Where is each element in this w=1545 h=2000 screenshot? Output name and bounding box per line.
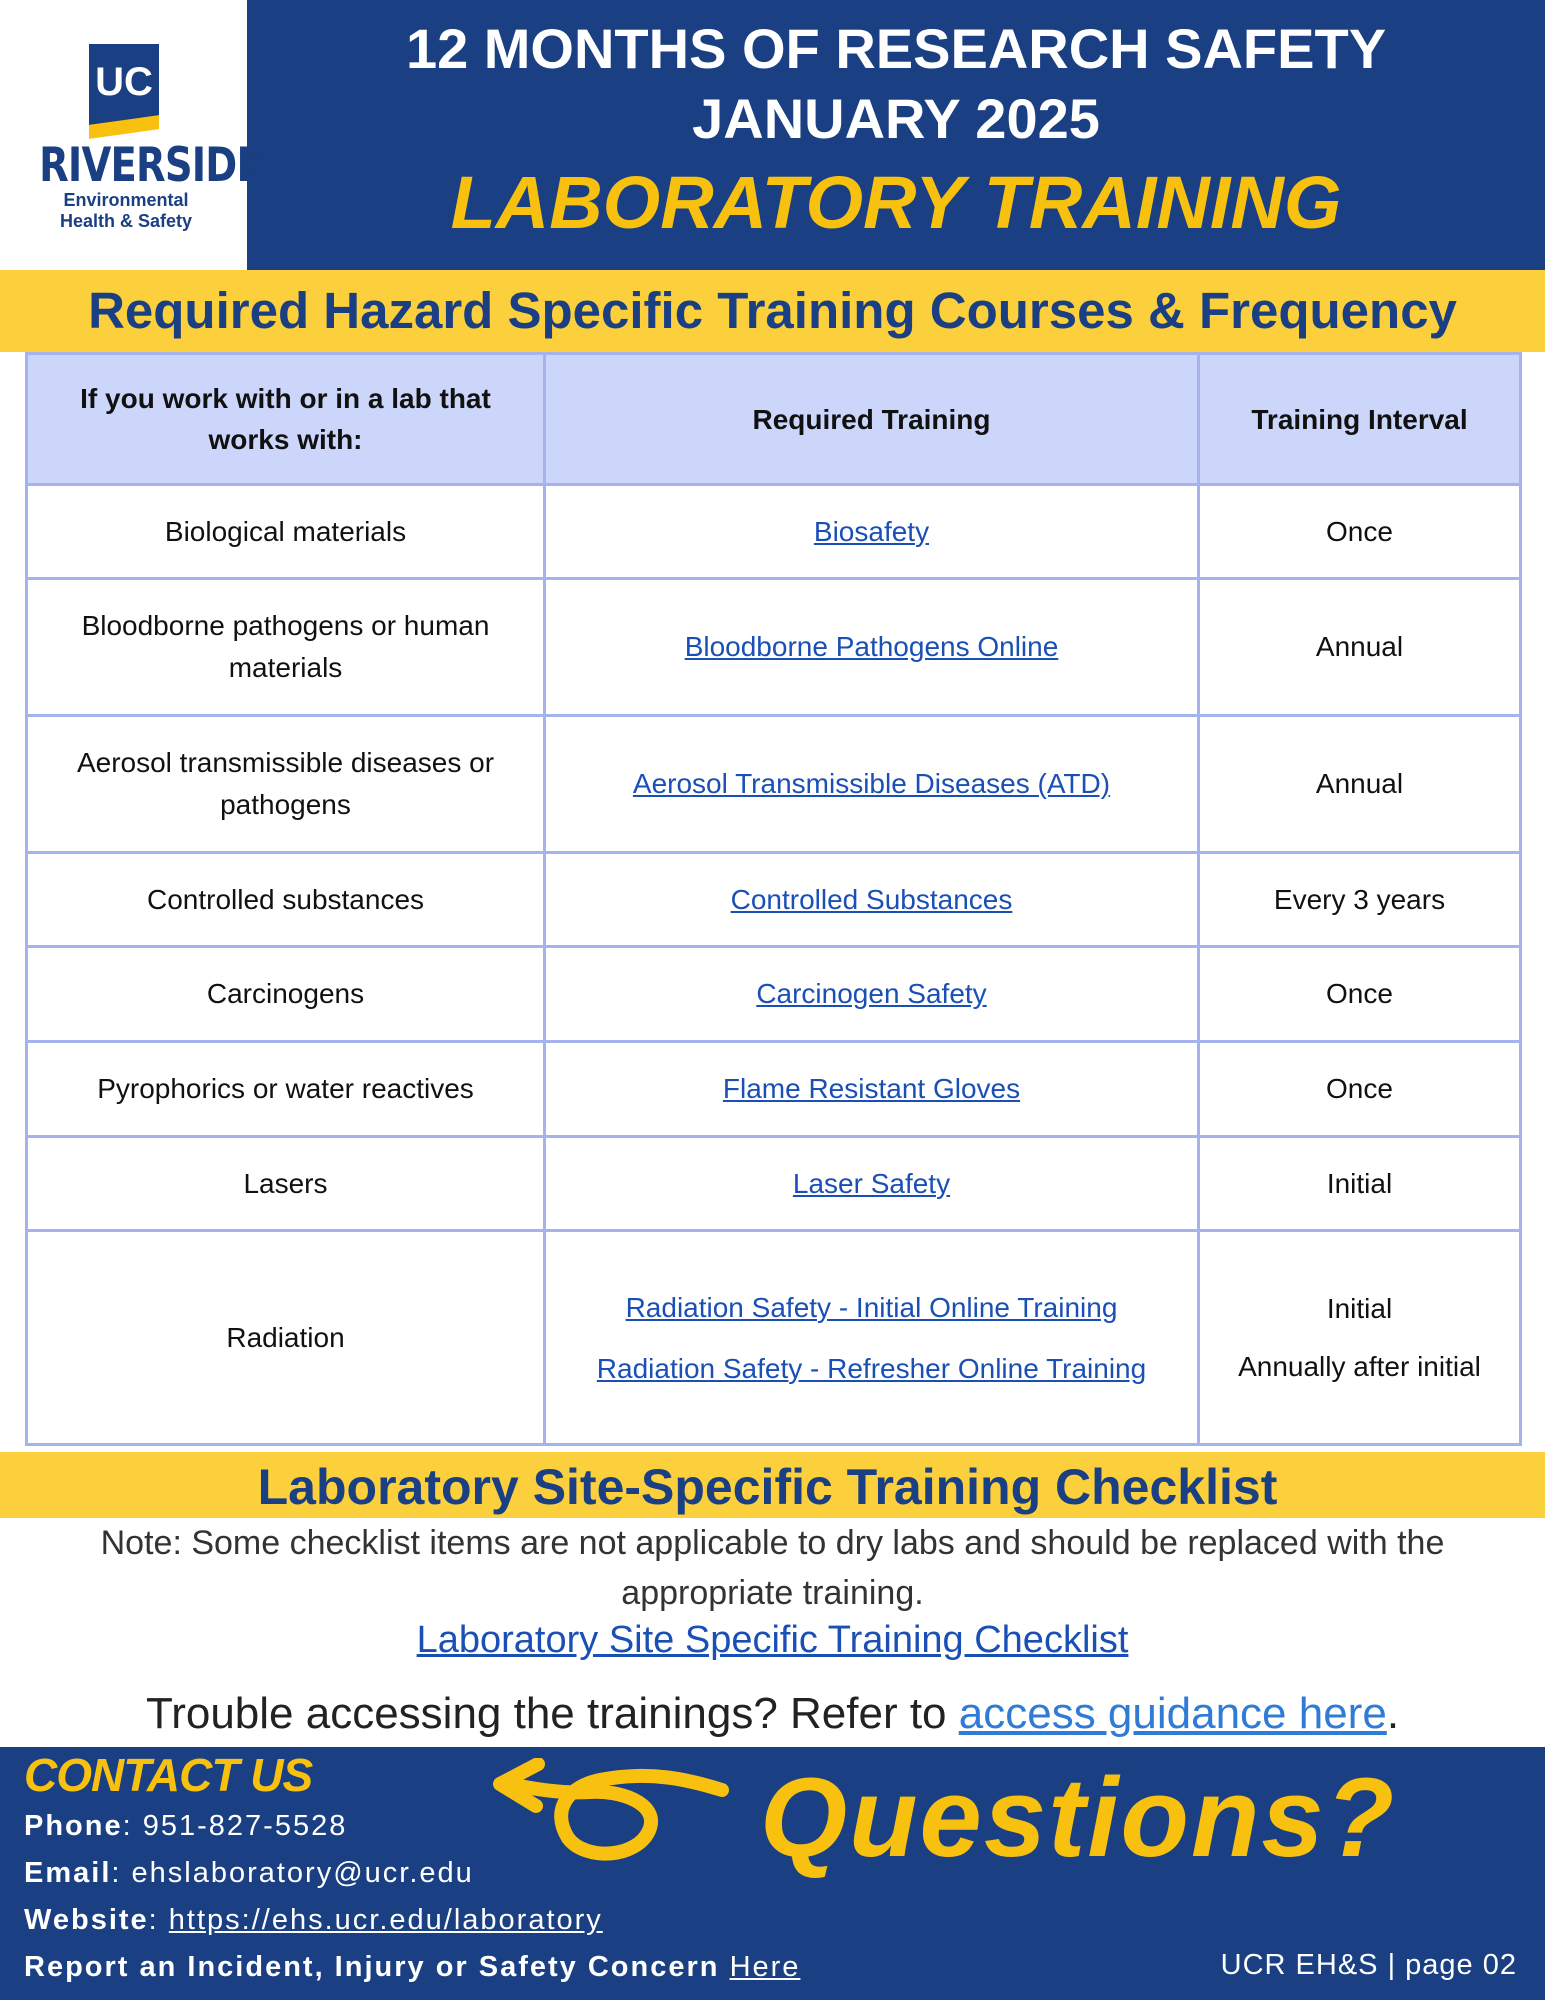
contact-us-heading: CONTACT US <box>24 1749 313 1801</box>
logo-subtitle <box>20 190 232 232</box>
email-value: : ehslaboratory@ucr.edu <box>111 1857 474 1889</box>
training-cell <box>545 716 1199 853</box>
questions-text: Questions? <box>760 1755 1397 1880</box>
page-title-line3: LABORATORY TRAINING <box>450 161 1342 244</box>
hazard-cell: Radiation <box>27 1231 545 1445</box>
curved-arrow-icon <box>490 1758 740 1868</box>
website-sep: : <box>148 1904 169 1936</box>
ucr-ehs-logo[interactable] <box>0 0 262 270</box>
table-row <box>27 579 1521 716</box>
table-header-row <box>27 354 1521 485</box>
table-row <box>27 947 1521 1042</box>
hazard-cell: Controlled substances <box>27 853 545 947</box>
checklist-link[interactable]: Laboratory Site Specific Training Checklist <box>416 1619 1129 1661</box>
table-row <box>27 1137 1521 1231</box>
section-heading-required-training: Required Hazard Specific Training Courses & Frequency <box>88 282 1457 339</box>
interval-cell: Every 3 years <box>1199 853 1521 947</box>
table-row <box>27 853 1521 947</box>
training-cell <box>545 579 1199 716</box>
training-link-radiation-refresher[interactable]: Radiation Safety - Refresher Online Training <box>596 1352 1147 1384</box>
interval-cell: Annual <box>1199 716 1521 853</box>
column-header-hazard: If you work with or in a lab that works with: <box>27 354 545 485</box>
training-link-radiation-initial[interactable]: Radiation Safety - Initial Online Training <box>625 1291 1118 1323</box>
interval-annually: Annually after initial <box>1238 1350 1481 1382</box>
hazard-cell: Aerosol transmissible diseases or pathogens <box>27 716 545 853</box>
hazard-cell: Bloodborne pathogens or human materials <box>27 579 545 716</box>
training-cell <box>545 853 1199 947</box>
column-header-training: Required Training <box>545 354 1199 485</box>
page-number: UCR EH&S | page 02 <box>1220 1949 1517 1981</box>
trouble-suffix: . <box>1386 1689 1400 1738</box>
interval-cell: Initial <box>1199 1137 1521 1231</box>
page-title-line1: 12 MONTHS OF RESEARCH SAFETY <box>405 17 1387 80</box>
table-row <box>27 1042 1521 1137</box>
training-link-bloodborne[interactable]: Bloodborne Pathogens Online <box>684 631 1059 662</box>
contact-website <box>24 1900 603 1940</box>
column-header-interval: Training Interval <box>1199 354 1521 485</box>
training-link-biosafety[interactable]: Biosafety <box>813 515 930 547</box>
phone-value: : 951-827-5528 <box>122 1810 348 1842</box>
checklist-note: Note: Some checklist items are not applicable to dry labs and should be replaced with the appropriate training. <box>100 1524 1445 1612</box>
interval-cell: Once <box>1199 1042 1521 1137</box>
interval-cell: Once <box>1199 947 1521 1042</box>
report-label: Report an Incident, Injury or Safety Concern <box>24 1951 720 1983</box>
training-link-carcinogen[interactable]: Carcinogen Safety <box>756 978 987 1009</box>
table-row <box>27 716 1521 853</box>
contact-email <box>24 1853 474 1893</box>
report-here-link[interactable]: Here <box>729 1951 801 1983</box>
contact-report <box>24 1947 800 1987</box>
hazard-cell: Lasers <box>27 1137 545 1231</box>
hazard-cell: Carcinogens <box>27 947 545 1042</box>
section-heading-checklist: Laboratory Site-Specific Training Checklist <box>257 1459 1278 1515</box>
logo-sub-line1: Environmental <box>63 190 189 210</box>
training-cell <box>545 1137 1199 1231</box>
interval-cell: Once <box>1199 485 1521 579</box>
interval-cell <box>1199 1231 1521 1445</box>
uc-logo-mark: UC <box>89 44 159 128</box>
hazard-cell: Pyrophorics or water reactives <box>27 1042 545 1137</box>
logo-sub-line2: Health & Safety <box>59 211 193 231</box>
email-label: Email <box>24 1857 112 1889</box>
checklist-link-wrapper <box>0 1612 1545 1668</box>
training-cell <box>545 1042 1199 1137</box>
trouble-accessing-text <box>0 1682 1545 1746</box>
training-link-atd[interactable]: Aerosol Transmissible Diseases (ATD) <box>632 768 1111 799</box>
trouble-prefix: Trouble accessing the trainings? Refer to <box>145 1689 959 1738</box>
website-link[interactable]: https://ehs.ucr.edu/laboratory <box>168 1904 603 1936</box>
hazard-cell: Biological materials <box>27 485 545 579</box>
training-link-controlled-substances[interactable]: Controlled Substances <box>730 883 1013 915</box>
interval-cell: Annual <box>1199 579 1521 716</box>
training-cell <box>545 947 1199 1042</box>
page-title-line2: JANUARY 2025 <box>692 87 1100 150</box>
interval-initial: Initial <box>1326 1292 1393 1324</box>
training-link-flame-gloves[interactable]: Flame Resistant Gloves <box>722 1073 1021 1104</box>
logo-riverside-text: RIVERSIDE <box>39 138 262 193</box>
contact-phone <box>24 1806 347 1846</box>
table-row-radiation <box>27 1231 1521 1445</box>
access-guidance-link[interactable]: access guidance here <box>958 1689 1387 1738</box>
training-cell <box>545 1231 1199 1445</box>
website-label: Website <box>24 1904 149 1936</box>
training-cell <box>545 485 1199 579</box>
training-link-laser[interactable]: Laser Safety <box>792 1167 951 1199</box>
training-table <box>25 352 1522 1446</box>
table-row <box>27 485 1521 579</box>
phone-label: Phone <box>24 1810 123 1842</box>
